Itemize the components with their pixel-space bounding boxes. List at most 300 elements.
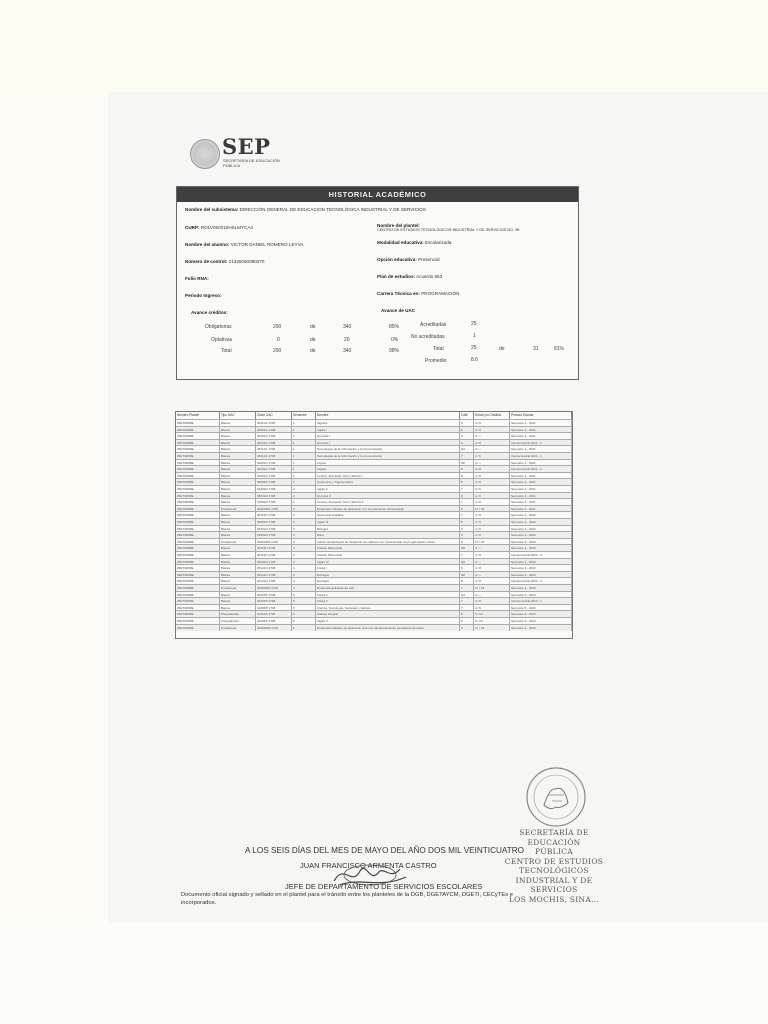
signer-name: JUAN FRANCISCO ARMENTA CASTRO bbox=[300, 861, 437, 870]
creditos-obligatorias-pct: 85% bbox=[389, 324, 400, 330]
cell-col-semestre: 4 bbox=[292, 565, 316, 572]
cell-col-semestre: 1 bbox=[292, 440, 316, 447]
creditos-obligatorias-de: de bbox=[310, 324, 316, 330]
cell-col-horas: 3 / 6 bbox=[474, 486, 510, 493]
cell-col-clave: 32204/4 1708 bbox=[256, 559, 292, 566]
alumno-row bbox=[185, 242, 303, 247]
header-col-clave: Clave UAC bbox=[256, 412, 292, 419]
cell-col-calif: 8 bbox=[460, 578, 474, 585]
cell-col-semestre: 1 bbox=[292, 453, 316, 460]
cell-col-tipo: Básica bbox=[220, 499, 256, 506]
cell-col-plantel: 25ETI0098E bbox=[176, 493, 220, 500]
cell-col-plantel: 25ETI0098E bbox=[176, 473, 220, 480]
header-col-horas: Horas y/o Créditos bbox=[474, 412, 510, 419]
cell-col-calif: 7 bbox=[460, 552, 474, 559]
cell-col-clave: 36411/1 1708 bbox=[256, 446, 292, 453]
cell-col-clave: 30410602 1708 bbox=[256, 539, 292, 546]
cell-col-horas: 4 / 8 bbox=[474, 440, 510, 447]
cell-col-semestre: 4 bbox=[292, 559, 316, 566]
cell-col-semestre: 2 bbox=[292, 506, 316, 513]
cell-col-clave: 36411/1 1708 bbox=[256, 453, 292, 460]
uac-pct: 81% bbox=[554, 346, 565, 352]
cell-col-plantel: 25ETI0098E bbox=[176, 446, 220, 453]
cell-col-calif: 7 bbox=[460, 453, 474, 460]
cell-col-periodo: Semestre 4 - 2022 bbox=[510, 559, 572, 566]
cell-col-clave: 30410601 1708 bbox=[256, 506, 292, 513]
curp-value: ROLV050310HSLMYCA4 bbox=[200, 225, 254, 230]
table-row bbox=[176, 624, 572, 632]
cell-col-clave: 32502/2 1708 bbox=[256, 499, 292, 506]
cell-col-semestre: 1 bbox=[292, 446, 316, 453]
cell-col-horas: 3 / 6 bbox=[474, 519, 510, 526]
cell-col-tipo: Básica bbox=[220, 572, 256, 579]
cell-col-calif: NA bbox=[460, 446, 474, 453]
cell-col-tipo: Básica bbox=[220, 552, 256, 559]
header-col-calif: Calif. bbox=[460, 412, 474, 419]
signer-role: JEFE DE DEPARTAMENTO DE SERVICIOS ESCOLARES bbox=[285, 882, 483, 891]
cell-col-periodo: Semestre 2 - 2021 bbox=[510, 506, 572, 513]
cell-col-periodo: Semestre 1 - 2021 bbox=[510, 473, 572, 480]
cell-col-nombre: Geometría Analítica bbox=[316, 512, 460, 519]
cell-col-plantel: 25ETI0098E bbox=[176, 499, 220, 506]
carrera-value: PROGRAMACIÓN bbox=[421, 291, 460, 296]
cell-col-horas: 3 / -- bbox=[474, 559, 510, 566]
cell-col-nombre: Desarrolla software de aplicación web con almacenamiento persistente de datos bbox=[316, 625, 460, 632]
cell-col-periodo: Intersemestral 2022 - 2 bbox=[510, 578, 572, 585]
cell-col-calif: 8 bbox=[460, 433, 474, 440]
uac-total-label: Total bbox=[433, 346, 444, 352]
opcion-label: Opción educativa: bbox=[377, 257, 417, 262]
historial-title: HISTORIAL ACADÉMICO bbox=[177, 187, 578, 202]
cell-col-nombre: Ecología bbox=[316, 578, 460, 585]
curp-row bbox=[185, 225, 253, 230]
creditos-total-value: 290 bbox=[273, 348, 282, 354]
alumno-label: Nombre del alumno: bbox=[185, 242, 230, 247]
historial-header-block bbox=[176, 186, 579, 380]
creditos-optativas-pct: 0% bbox=[391, 337, 399, 343]
uac-acreditadas-value: 25 bbox=[471, 321, 477, 327]
cell-col-horas: 17 / 34 bbox=[474, 625, 510, 632]
cell-col-clave: 32202/2 1708 bbox=[256, 486, 292, 493]
header-col-plantel: Número Plantel bbox=[176, 412, 220, 419]
cell-col-tipo: Básica bbox=[220, 519, 256, 526]
cell-col-clave: 30410605 1708 bbox=[256, 625, 292, 632]
cell-col-semestre: 2 bbox=[292, 479, 316, 486]
folio-label: Folio RNA: bbox=[185, 276, 209, 281]
cell-col-periodo: Semestre 6 - 2023 bbox=[510, 625, 572, 632]
cell-col-horas: 17 / 34 bbox=[474, 539, 510, 546]
cell-col-semestre: 1 bbox=[292, 460, 316, 467]
curp-label: CURP: bbox=[185, 225, 200, 230]
alumno-value: VICTOR DANIEL ROMERO LEYVA bbox=[230, 242, 304, 247]
stamp-text: SECRETARÍA DE EDUCACIÓN PÚBLICA CENTRO DE ESTUDIOS TECNOLÓGICOS INDUSTRIAL Y DE SERVICIOS LOS MOCHIS, SINA... bbox=[504, 828, 604, 904]
cell-col-semestre: 4 bbox=[292, 552, 316, 559]
cell-col-plantel: 25ETI0098E bbox=[176, 585, 220, 592]
cell-col-calif: 9 bbox=[460, 526, 474, 533]
modalidad-label: Modalidad educativa: bbox=[377, 240, 424, 245]
cell-col-nombre: Cálculo Diferencial bbox=[316, 545, 460, 552]
cell-col-periodo: Semestre 4 - 2022 bbox=[510, 585, 572, 592]
cell-col-semestre: 5 bbox=[292, 605, 316, 612]
cell-col-clave: 36121/4 1708 bbox=[256, 565, 292, 572]
cell-col-nombre: Ecología bbox=[316, 572, 460, 579]
cell-col-clave: 32205/5 1708 bbox=[256, 605, 292, 612]
cell-col-nombre: Ciencia, Tecnología, Sociedad y Valores bbox=[316, 605, 460, 612]
cell-col-horas: 3 / 6 bbox=[474, 427, 510, 434]
cell-col-plantel: 25ETI0098E bbox=[176, 625, 220, 632]
cell-col-semestre: 6 bbox=[292, 618, 316, 625]
uac-no-acreditadas-value: 1 bbox=[473, 333, 476, 339]
cell-col-nombre: Química I bbox=[316, 440, 460, 447]
cell-col-tipo: Básica bbox=[220, 545, 256, 552]
cell-col-clave: 32503/3 1708 bbox=[256, 532, 292, 539]
cell-col-clave: 36115/5 1708 bbox=[256, 598, 292, 605]
scan-border-bottom bbox=[0, 922, 768, 1024]
scan-border-top bbox=[0, 0, 768, 92]
cell-col-periodo: Semestre 3 - 2022 bbox=[510, 532, 572, 539]
cell-col-tipo: Básica bbox=[220, 420, 256, 427]
cell-col-semestre: 3 bbox=[292, 512, 316, 519]
cell-col-nombre: Física II bbox=[316, 598, 460, 605]
cell-col-horas: 4 / 8 bbox=[474, 565, 510, 572]
cell-col-plantel: 25ETI0098E bbox=[176, 466, 220, 473]
cell-col-horas: 4 / 8 bbox=[474, 578, 510, 585]
cell-col-nombre: Geometría y Trigonometría bbox=[316, 479, 460, 486]
creditos-optativas-total: 20 bbox=[344, 337, 350, 343]
logo-subtitle: SECRETARÍA DE EDUCACIÓN PÚBLICA bbox=[223, 158, 280, 168]
cell-col-tipo: Básica bbox=[220, 592, 256, 599]
cell-col-nombre: Física I bbox=[316, 565, 460, 572]
plan-value: Acuerdo 653 bbox=[416, 274, 443, 279]
cell-col-calif: NP bbox=[460, 559, 474, 566]
cell-col-nombre: Inglés IV bbox=[316, 559, 460, 566]
header-col-tipo: Tipo UAC bbox=[220, 412, 256, 419]
cell-col-tipo: Básica bbox=[220, 460, 256, 467]
cell-col-horas: 4 / 8 bbox=[474, 473, 510, 480]
uac-total-value: 25 bbox=[471, 345, 477, 351]
cell-col-tipo: Profesional bbox=[220, 625, 256, 632]
cell-col-plantel: 25ETI0098E bbox=[176, 519, 220, 526]
cell-col-clave: 36111/1 1708 bbox=[256, 420, 292, 427]
cell-col-calif: 7 bbox=[460, 499, 474, 506]
cell-col-tipo: Básica bbox=[220, 453, 256, 460]
opcion-row bbox=[377, 257, 440, 262]
cell-col-periodo: Semestre 1 - 2021 bbox=[510, 420, 572, 427]
logo-brand: SEP bbox=[222, 134, 271, 159]
creditos-label: Avance créditos: bbox=[191, 310, 228, 315]
cell-col-horas: 4 / -- bbox=[474, 545, 510, 552]
cell-col-plantel: 25ETI0098E bbox=[176, 618, 220, 625]
cell-col-periodo: Intersemestral 2021 - 1 bbox=[510, 453, 572, 460]
cell-col-periodo: Semestre 4 - 2022 bbox=[510, 572, 572, 579]
cell-col-nombre: Desarrolla aplicaciones web bbox=[316, 585, 460, 592]
cell-col-horas: 5 / 10 bbox=[474, 618, 510, 625]
cell-col-plantel: 25ETI0098E bbox=[176, 479, 220, 486]
cell-col-clave: 36231/1 1708 bbox=[256, 440, 292, 447]
cell-col-calif: 7 bbox=[460, 605, 474, 612]
cell-col-periodo: Semestre 3 - 2022 bbox=[510, 512, 572, 519]
cell-col-horas: 4 / -- bbox=[474, 572, 510, 579]
periodo-label: Periodo Ingreso: bbox=[185, 293, 222, 298]
cell-col-plantel: 25ETI0098E bbox=[176, 565, 220, 572]
cell-col-calif: 9 bbox=[460, 625, 474, 632]
cell-col-clave: 32206/6 1708 bbox=[256, 618, 292, 625]
cell-col-tipo: Profesional bbox=[220, 585, 256, 592]
cell-col-horas: 4 / 8 bbox=[474, 420, 510, 427]
cell-col-periodo: Semestre 4 - 2022 bbox=[510, 545, 572, 552]
cell-col-semestre: 5 bbox=[292, 598, 316, 605]
carrera-row bbox=[377, 291, 459, 296]
cell-col-nombre: Aplica metodologías de desarrollo de software con herramientas de programación visual bbox=[316, 539, 460, 546]
cell-col-calif: 8 bbox=[460, 473, 474, 480]
cell-col-calif: NP bbox=[460, 545, 474, 552]
creditos-obligatorias-total: 340 bbox=[343, 324, 352, 330]
cell-col-periodo: Intersemestral 2021 - 1 bbox=[510, 466, 572, 473]
cell-col-tipo: Básica bbox=[220, 526, 256, 533]
cell-col-plantel: 25ETI0098E bbox=[176, 572, 220, 579]
official-stamp-icon bbox=[520, 765, 592, 829]
cell-col-clave: 36221/1 1708 bbox=[256, 427, 292, 434]
cell-col-nombre: Cálculo Integral bbox=[316, 611, 460, 618]
cell-col-semestre: 1 bbox=[292, 420, 316, 427]
cell-col-tipo: Profesional bbox=[220, 506, 256, 513]
cell-col-periodo: Semestre 1 - 2021 bbox=[510, 427, 572, 434]
creditos-optativas-de: de bbox=[310, 337, 316, 343]
cell-col-periodo: Semestre 4 - 2022 bbox=[510, 565, 572, 572]
cell-col-horas: 4 / 8 bbox=[474, 499, 510, 506]
cell-col-tipo: Básica bbox=[220, 479, 256, 486]
cell-col-clave: 38202/2 1708 bbox=[256, 479, 292, 486]
cell-col-plantel: 25ETI0098E bbox=[176, 592, 220, 599]
cell-col-semestre: 2 bbox=[292, 499, 316, 506]
cell-col-plantel: 25ETI0098E bbox=[176, 420, 220, 427]
cell-col-nombre: Lectura, Expresión Oral y Escrita I bbox=[316, 473, 460, 480]
creditos-obligatorias-label: Obligatorias bbox=[205, 324, 232, 330]
cell-col-semestre: 1 bbox=[292, 427, 316, 434]
cell-col-nombre: Tecnologías de la Información y la Comunicación bbox=[316, 446, 460, 453]
cell-col-semestre: 6 bbox=[292, 625, 316, 632]
cell-col-tipo: Básica bbox=[220, 433, 256, 440]
cell-col-periodo: Semestre 3 - 2022 bbox=[510, 519, 572, 526]
cell-col-tipo: Básica bbox=[220, 578, 256, 585]
cell-col-calif: 7 bbox=[460, 486, 474, 493]
cell-col-tipo: Propedéutica bbox=[220, 618, 256, 625]
cell-col-plantel: 25ETI0098E bbox=[176, 460, 220, 467]
cell-col-calif: 7 bbox=[460, 512, 474, 519]
cell-col-calif: NP bbox=[460, 572, 474, 579]
uac-no-acreditadas-label: No acreditadas bbox=[411, 334, 445, 340]
cell-col-horas: 3 / -- bbox=[474, 446, 510, 453]
cell-col-periodo: Semestre 6 - 2023 bbox=[510, 611, 572, 618]
cell-col-tipo: Básica bbox=[220, 473, 256, 480]
carrera-label: Carrera Técnica en: bbox=[377, 291, 420, 296]
document-note: Documento oficial signado y sellado en el plantel para el tránsito entre los planteles de la DGB, DGETAYCM, DGETI, CECyTEs e incorporados. bbox=[181, 892, 513, 906]
cell-col-periodo: Semestre 3 - 2022 bbox=[510, 526, 572, 533]
cell-col-plantel: 25ETI0098E bbox=[176, 453, 220, 460]
cell-col-nombre: Inglés I bbox=[316, 427, 460, 434]
cell-col-calif: 8 bbox=[460, 519, 474, 526]
promedio-value: 8.6 bbox=[471, 357, 478, 363]
folio-row bbox=[185, 276, 209, 281]
cell-col-semestre: 3 bbox=[292, 532, 316, 539]
cell-col-plantel: 25ETI0098E bbox=[176, 605, 220, 612]
cell-col-calif: 7 bbox=[460, 585, 474, 592]
cell-col-periodo: Semestre 1 - 2021 bbox=[510, 446, 572, 453]
cell-col-clave: 32501/1 1708 bbox=[256, 473, 292, 480]
header-col-semestre: Semestre bbox=[292, 412, 316, 419]
creditos-optativas-label: Optativas bbox=[211, 337, 233, 343]
cell-col-tipo: Básica bbox=[220, 486, 256, 493]
cell-col-tipo: Básica bbox=[220, 605, 256, 612]
cell-col-periodo: Intersemestral 2021 - 1 bbox=[510, 440, 572, 447]
cell-col-horas: 4 / 8 bbox=[474, 532, 510, 539]
cell-col-plantel: 25ETI0098E bbox=[176, 611, 220, 618]
subsistema-label: Nombre del subsistema: bbox=[185, 207, 239, 212]
cell-col-plantel: 25ETI0098E bbox=[176, 440, 220, 447]
cell-col-calif: 9 bbox=[460, 618, 474, 625]
periodo-row bbox=[185, 293, 222, 298]
cell-col-calif: 8 bbox=[460, 479, 474, 486]
cell-col-nombre: Inglés II bbox=[316, 486, 460, 493]
creditos-total-label: Total bbox=[221, 348, 232, 354]
cell-col-calif: 7 bbox=[460, 598, 474, 605]
subjects-table bbox=[175, 411, 573, 639]
cell-col-clave: 36203/3 1708 bbox=[256, 519, 292, 526]
creditos-total-pct: 98% bbox=[389, 348, 400, 354]
cell-col-periodo: Intersemestral 2023 - 1 bbox=[510, 598, 572, 605]
cell-col-clave: 36131/4 1708 bbox=[256, 578, 292, 585]
sep-logo bbox=[190, 134, 290, 173]
cell-col-periodo: Semestre 3 - 2022 bbox=[510, 539, 572, 546]
cell-col-tipo: Profesional bbox=[220, 539, 256, 546]
cell-col-calif: 8 bbox=[460, 532, 474, 539]
cell-col-tipo: Básica bbox=[220, 512, 256, 519]
cell-col-clave: 36114/4 1708 bbox=[256, 552, 292, 559]
cell-col-horas: 4 / -- bbox=[474, 592, 510, 599]
cell-col-horas: 4 / -- bbox=[474, 460, 510, 467]
cell-col-plantel: 25ETI0098E bbox=[176, 512, 220, 519]
cell-col-calif: 9 bbox=[460, 440, 474, 447]
cell-col-semestre: 4 bbox=[292, 585, 316, 592]
cell-col-semestre: 4 bbox=[292, 578, 316, 585]
cell-col-nombre: Ética bbox=[316, 532, 460, 539]
header-col-nombre: Nombre bbox=[316, 412, 460, 419]
cell-col-plantel: 25ETI0098E bbox=[176, 433, 220, 440]
cell-col-calif: NP bbox=[460, 460, 474, 467]
cell-col-calif: 8 bbox=[460, 466, 474, 473]
cell-col-tipo: Propedéutica bbox=[220, 611, 256, 618]
subsistema-row bbox=[185, 207, 426, 212]
cell-col-periodo: Semestre 2 - 2021 bbox=[510, 493, 572, 500]
cell-col-nombre: Inglés V bbox=[316, 618, 460, 625]
cell-col-clave: 32201/1 1708 bbox=[256, 466, 292, 473]
cell-col-plantel: 25ETI0098E bbox=[176, 598, 220, 605]
cell-col-clave: 30410603 1708 bbox=[256, 585, 292, 592]
cell-col-clave: 36114/4 1708 bbox=[256, 545, 292, 552]
cell-col-horas: 4 / -- bbox=[474, 433, 510, 440]
control-label: Número de control: bbox=[185, 259, 228, 264]
cell-col-tipo: Básica bbox=[220, 446, 256, 453]
cell-col-tipo: Básica bbox=[220, 493, 256, 500]
cell-col-semestre: 1 bbox=[292, 433, 316, 440]
cell-col-horas: 17 / 34 bbox=[474, 506, 510, 513]
cell-col-calif: 8 bbox=[460, 506, 474, 513]
cell-col-tipo: Básica bbox=[220, 427, 256, 434]
national-seal-icon bbox=[190, 139, 220, 169]
cell-col-tipo: Básica bbox=[220, 466, 256, 473]
cell-col-periodo: Semestre 6 - 2023 bbox=[510, 618, 572, 625]
plantel-label: Nombre del plantel: bbox=[377, 223, 420, 228]
cell-col-plantel: 25ETI0098E bbox=[176, 526, 220, 533]
cell-col-periodo: Semestre 1 - 2021 bbox=[510, 433, 572, 440]
cell-col-horas: 17 / 34 bbox=[474, 585, 510, 592]
creditos-total-de: de bbox=[310, 348, 316, 354]
cell-col-clave: 34116/6 1708 bbox=[256, 611, 292, 618]
cell-col-nombre: Inglés III bbox=[316, 519, 460, 526]
cell-col-periodo: Semestre 1 - 2021 bbox=[510, 460, 572, 467]
plan-row bbox=[377, 274, 442, 279]
promedio-label: Promedio bbox=[425, 358, 447, 364]
cell-col-plantel: 25ETI0098E bbox=[176, 559, 220, 566]
cell-col-nombre: Cálculo Diferencial bbox=[316, 552, 460, 559]
cell-col-periodo: Semestre 5 - 2023 bbox=[510, 592, 572, 599]
cell-col-calif: 8 bbox=[460, 420, 474, 427]
cell-col-periodo: Semestre 2 - 2021 bbox=[510, 499, 572, 506]
cell-col-plantel: 25ETI0098E bbox=[176, 552, 220, 559]
cell-col-clave: 36113/3 1708 bbox=[256, 512, 292, 519]
plantel-value: CENTRO DE ESTUDIOS TECNOLÓGICOS INDUSTRIAL Y DE SERVICIOS NO. 98 bbox=[377, 228, 520, 232]
cell-col-clave: 32201/1 1708 bbox=[256, 460, 292, 467]
cell-col-nombre: Desarrolla software de aplicación con programación estructurada bbox=[316, 506, 460, 513]
date-line: A LOS SEIS DÍAS DEL MES DE MAYO DEL AÑO DOS MIL VEINTICUATRO bbox=[245, 846, 525, 855]
cell-col-tipo: Básica bbox=[220, 559, 256, 566]
uac-total-of: 31 bbox=[533, 346, 539, 352]
control-value: 21325050080370 bbox=[228, 259, 265, 264]
cell-col-horas: 4 / 8 bbox=[474, 605, 510, 612]
cell-col-tipo: Básica bbox=[220, 532, 256, 539]
cell-col-horas: 4 / 8 bbox=[474, 526, 510, 533]
cell-col-calif: 8 bbox=[460, 611, 474, 618]
cell-col-tipo: Básica bbox=[220, 598, 256, 605]
creditos-optativas-value: 0 bbox=[277, 337, 280, 343]
cell-col-horas: 4 / 8 bbox=[474, 512, 510, 519]
header-col-periodo: Periodo Escolar bbox=[510, 412, 572, 419]
creditos-total-total: 340 bbox=[343, 348, 352, 354]
cell-col-calif: 8 bbox=[460, 427, 474, 434]
cell-col-nombre: Física II bbox=[316, 592, 460, 599]
cell-col-nombre: Biología bbox=[316, 526, 460, 533]
cell-col-clave: 36161/3 1708 bbox=[256, 526, 292, 533]
creditos-obligatorias-value: 290 bbox=[273, 324, 282, 330]
cell-col-semestre: 6 bbox=[292, 611, 316, 618]
uac-label: Avance de UAC bbox=[381, 308, 416, 313]
cell-col-periodo: Semestre 2 - 2021 bbox=[510, 479, 572, 486]
cell-col-clave: 36131/4 1708 bbox=[256, 572, 292, 579]
cell-col-plantel: 25ETI0098E bbox=[176, 486, 220, 493]
modalidad-value: Escolarizada bbox=[425, 240, 452, 245]
cell-col-calif: 8 bbox=[460, 493, 474, 500]
control-row bbox=[185, 259, 264, 264]
cell-col-periodo: Semestre 2 - 2021 bbox=[510, 486, 572, 493]
cell-col-horas: 4 / 8 bbox=[474, 479, 510, 486]
cell-col-horas: 4 / 8 bbox=[474, 466, 510, 473]
cell-col-semestre: 3 bbox=[292, 539, 316, 546]
cell-col-nombre: Álgebra bbox=[316, 420, 460, 427]
cell-col-semestre: 4 bbox=[292, 545, 316, 552]
cell-col-nombre: Tecnologías de la Información y la Comunicación bbox=[316, 453, 460, 460]
cell-col-plantel: 25ETI0098E bbox=[176, 545, 220, 552]
cell-col-horas: 4 / 8 bbox=[474, 598, 510, 605]
